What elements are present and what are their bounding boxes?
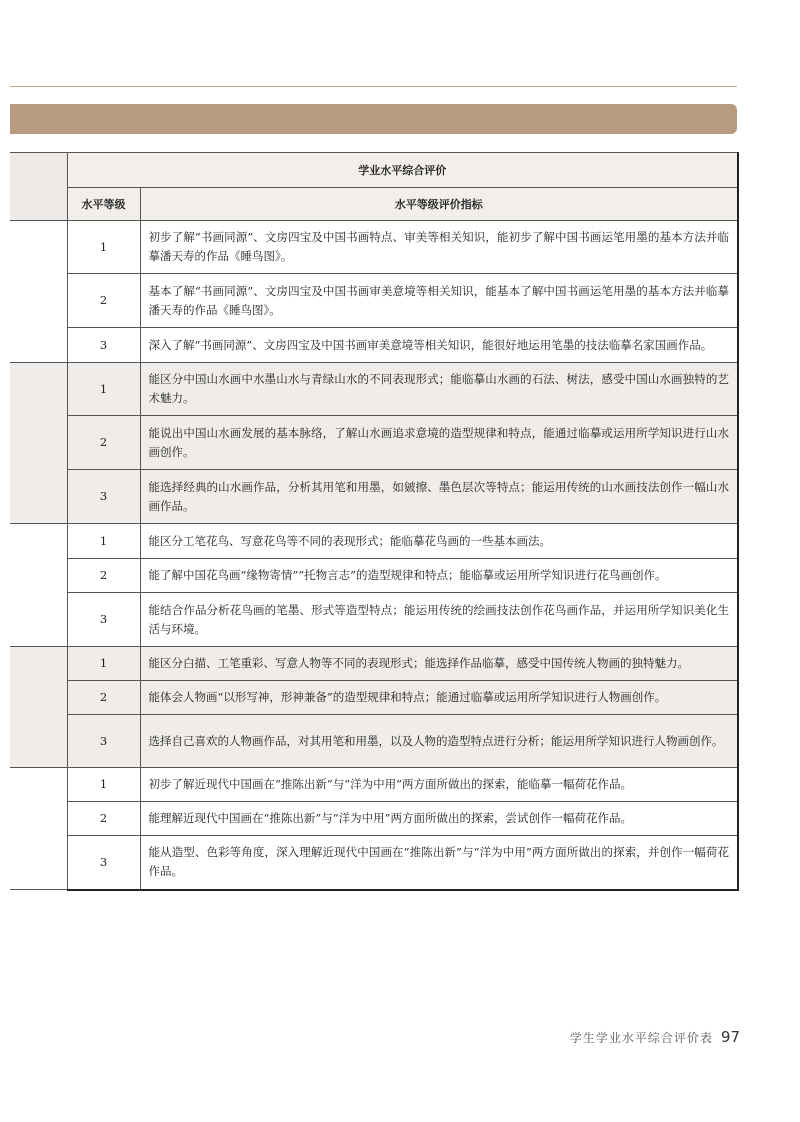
section-stub	[10, 221, 67, 363]
table-row	[10, 836, 738, 890]
table-row	[10, 681, 738, 715]
indicator-cell: 能区分中国山水画中水墨山水与青绿山水的不同表现形式；能临摹山水画的石法、树法，感受中国山水画独特的艺术魅力。	[140, 363, 738, 416]
header-band	[10, 104, 737, 134]
indicator-cell: 深入了解“书画同源”、文房四宝及中国书画审美意境等相关知识，能很好地运用笔墨的技法临摹名家国画作品。	[140, 328, 738, 363]
indicator-cell: 初步了解“书画同源”、文房四宝及中国书画特点、审美等相关知识，能初步了解中国书画运笔用墨的基本方法并临摹潘天寿的作品《睡鸟图》。	[140, 221, 738, 274]
indicator-cell: 能区分工笔花鸟、写意花鸟等不同的表现形式；能临摹花鸟画的一些基本画法。	[140, 524, 738, 559]
indicator-cell: 能理解近现代中国画在“推陈出新”与“洋为中用”两方面所做出的探索，尝试创作一幅荷花作品。	[140, 802, 738, 836]
level-cell: 1	[67, 768, 140, 802]
level-cell: 3	[67, 470, 140, 524]
page-footer	[560, 1028, 740, 1046]
section-stub	[10, 363, 67, 524]
table-title: 学业水平综合评价	[67, 153, 738, 188]
indicator-cell: 能结合作品分析花鸟画的笔墨、形式等造型特点；能运用传统的绘画技法创作花鸟画作品，并运用所学知识美化生活与环境。	[140, 593, 738, 647]
level-cell: 3	[67, 715, 140, 768]
indicator-cell: 选择自己喜欢的人物画作品，对其用笔和用墨，以及人物的造型特点进行分析；能运用所学知识进行人物画创作。	[140, 715, 738, 768]
level-cell: 2	[67, 559, 140, 593]
table-row	[10, 768, 738, 802]
level-cell: 3	[67, 836, 140, 890]
table-row	[10, 524, 738, 559]
footer-section-title: 学生学业水平综合评价表	[569, 1031, 713, 1045]
indicator-cell: 能从造型、色彩等角度，深入理解近现代中国画在“推陈出新”与“洋为中用”两方面所做出的探索，并创作一幅荷花作品。	[140, 836, 738, 890]
indicator-cell: 能了解中国花鸟画“缘物寄情”“托物言志”的造型规律和特点；能临摹或运用所学知识进行花鸟画创作。	[140, 559, 738, 593]
column-header-indicator: 水平等级评价指标	[140, 188, 738, 221]
page-number: 97	[720, 1028, 740, 1046]
level-cell: 3	[67, 328, 140, 363]
level-cell: 1	[67, 221, 140, 274]
level-cell: 2	[67, 274, 140, 328]
indicator-cell: 能选择经典的山水画作品，分析其用笔和用墨，如皴擦、墨色层次等特点；能运用传统的山水画技法创作一幅山水画作品。	[140, 470, 738, 524]
stub-header-cell	[10, 153, 67, 221]
table-row	[10, 647, 738, 681]
section-stub	[10, 768, 67, 890]
table-row	[10, 715, 738, 768]
level-cell: 2	[67, 802, 140, 836]
level-cell: 2	[67, 681, 140, 715]
table-row	[10, 416, 738, 470]
indicator-cell: 能区分白描、工笔重彩、写意人物等不同的表现形式；能选择作品临摹，感受中国传统人物画的独特魅力。	[140, 647, 738, 681]
section-stub	[10, 524, 67, 647]
section-stub	[10, 647, 67, 768]
indicator-cell: 初步了解近现代中国画在“推陈出新”与“洋为中用”两方面所做出的探索，能临摹一幅荷花作品。	[140, 768, 738, 802]
table-row	[10, 328, 738, 363]
header-rule	[10, 86, 737, 87]
level-cell: 1	[67, 524, 140, 559]
table-row	[10, 802, 738, 836]
evaluation-table	[10, 152, 739, 891]
table-row	[10, 274, 738, 328]
table-row	[10, 363, 738, 416]
level-cell: 1	[67, 363, 140, 416]
table-row	[10, 559, 738, 593]
indicator-cell: 能体会人物画“以形写神，形神兼备”的造型规律和特点；能通过临摹或运用所学知识进行人物画创作。	[140, 681, 738, 715]
level-cell: 1	[67, 647, 140, 681]
table-row	[10, 470, 738, 524]
table-row	[10, 593, 738, 647]
table-row	[10, 221, 738, 274]
column-header-level: 水平等级	[67, 188, 140, 221]
level-cell: 3	[67, 593, 140, 647]
indicator-cell: 基本了解“书画同源”、文房四宝及中国书画审美意境等相关知识，能基本了解中国书画运笔用墨的基本方法并临摹潘天寿的作品《睡鸟图》。	[140, 274, 738, 328]
indicator-cell: 能说出中国山水画发展的基本脉络，了解山水画追求意境的造型规律和特点，能通过临摹或运用所学知识进行山水画创作。	[140, 416, 738, 470]
level-cell: 2	[67, 416, 140, 470]
